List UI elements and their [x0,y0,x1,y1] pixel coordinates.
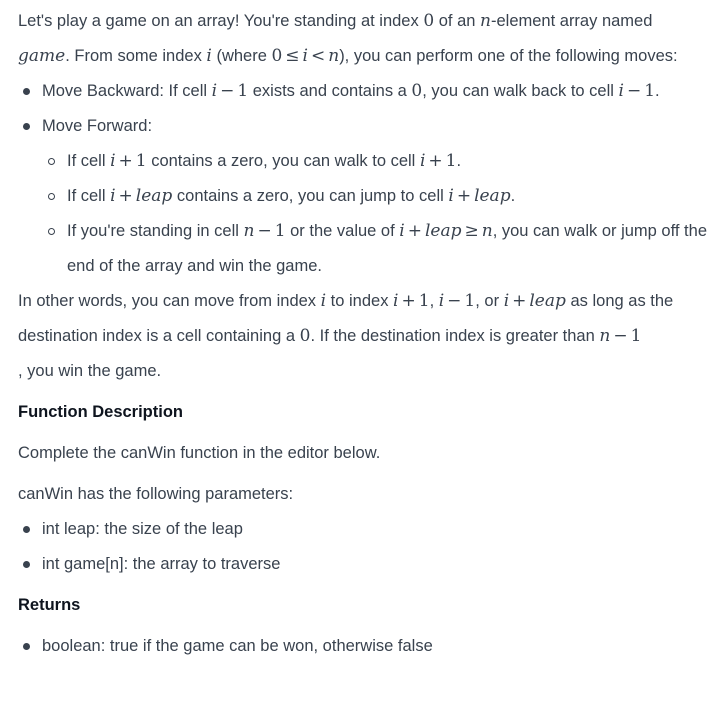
intro-text: (where [211,47,272,65]
math-game: game [18,46,66,66]
paragraph-text: , [429,292,439,310]
math-operator: + [118,151,133,171]
paragraph-text: to index [326,292,394,310]
math-i: i [211,81,218,101]
item-text: . [456,152,462,170]
hollow-bullet-icon [48,228,55,235]
paragraph-text: , you win the game. [18,362,162,380]
math-i: i [110,186,116,206]
list-item-param-game [18,547,708,582]
math-operator: + [118,186,133,206]
item-text: If you're standing in cell [67,222,244,240]
item-text: contains a zero, you can walk to cell [146,152,420,170]
math-operator: − [257,221,272,241]
hollow-bullet-icon [48,158,55,165]
bullet-icon [23,643,30,650]
math-number: 1 [464,291,476,311]
list-item-return [18,629,708,664]
sublist-item-jump [18,179,708,214]
return-text: boolean: true if the game can be won, otherwise false [42,637,433,655]
paragraph-text: , or [475,292,504,310]
item-text: or the value of [285,222,400,240]
item-text: contains a zero, you can jump to cell [172,187,449,205]
math-i: i [448,186,454,206]
math-operator: − [626,81,642,101]
math-i: i [503,291,510,311]
math-operator: + [512,291,527,311]
math-number: 1 [418,291,430,311]
math-i: i [618,81,624,101]
params-list [18,512,708,582]
intro-paragraph [18,4,708,74]
math-i: i [320,291,327,311]
item-text: , you can walk back to cell [422,82,619,100]
paragraph-text: In other words, you can move from index [18,292,321,310]
bullet-icon [23,526,30,533]
math-number: 1 [630,326,642,346]
item-text: . [510,187,516,205]
item-text: If cell [67,187,111,205]
item-text: Move Forward: [42,117,153,135]
list-item-move-backward [18,74,708,109]
item-text: . [655,82,660,100]
intro-text: Let's play a game on an array! You're standing at index [18,12,424,30]
sublist-item-win [18,214,708,284]
math-number: 1 [445,151,457,171]
math-operator: + [401,291,416,311]
other-words-paragraph [18,284,708,389]
math-operator: − [220,81,235,101]
problem-statement [18,0,708,664]
math-leap: leap [474,186,511,206]
item-text: If cell [67,152,111,170]
math-operator: < [310,46,326,66]
forward-sublist [42,144,708,284]
item-text: Move Backward: If cell [42,82,212,100]
math-zero: 0 [423,11,435,31]
hollow-bullet-icon [48,193,55,200]
list-item-move-forward [18,109,708,284]
math-leap: leap [424,221,462,241]
item-text: exists and contains a [248,82,412,100]
math-n: n [481,221,493,241]
math-operator: + [407,221,422,241]
item-text: , you can walk or jump off the end of the array and win the game. [67,222,707,275]
sublist-item-walk [18,144,708,179]
math-i: i [110,151,116,171]
list-item-param-leap [18,512,708,547]
math-number: 1 [274,221,286,241]
math-number: 1 [644,81,656,101]
intro-text: . From some index [65,47,207,65]
math-operator: ≤ [285,46,300,66]
bullet-icon [23,123,30,130]
math-n: n [243,221,255,241]
moves-list [18,74,708,284]
math-i: i [302,46,308,66]
paragraph-text: as long as the destination index is a cell containing a [18,292,674,345]
returns-heading: Returns [18,596,81,614]
paragraph-text: . If the destination index is greater than [310,327,600,345]
math-i: i [399,221,405,241]
function-description-text: Complete the canWin function in the editor below. [18,444,381,462]
bullet-icon [23,561,30,568]
math-n: n [480,11,491,31]
math-operator: + [428,151,443,171]
math-operator: − [447,291,462,311]
math-operator: ≥ [464,221,479,241]
math-i: i [419,151,426,171]
math-zero: 0 [271,46,283,66]
math-i: i [393,291,399,311]
returns-list [18,629,708,664]
math-n: n [328,46,340,66]
math-operator: − [613,326,628,346]
math-zero: 0 [411,81,423,101]
intro-text: ), you can perform one of the following moves: [339,47,678,65]
math-leap: leap [135,186,173,206]
param-text: int leap: the size of the leap [42,520,243,538]
intro-text: of an [434,12,481,30]
bullet-icon [23,88,30,95]
math-operator: + [456,186,472,206]
math-i: i [206,46,212,66]
math-leap: leap [529,291,566,311]
param-text: int game[n]: the array to traverse [42,555,281,573]
math-n: n [599,326,611,346]
math-number: 1 [135,151,147,171]
function-description-heading: Function Description [18,403,183,421]
intro-text: -element array named [490,12,653,30]
math-number: 1 [237,81,249,101]
params-intro-text: canWin has the following parameters: [18,485,294,503]
math-zero: 0 [299,326,311,346]
math-i: i [438,291,445,311]
